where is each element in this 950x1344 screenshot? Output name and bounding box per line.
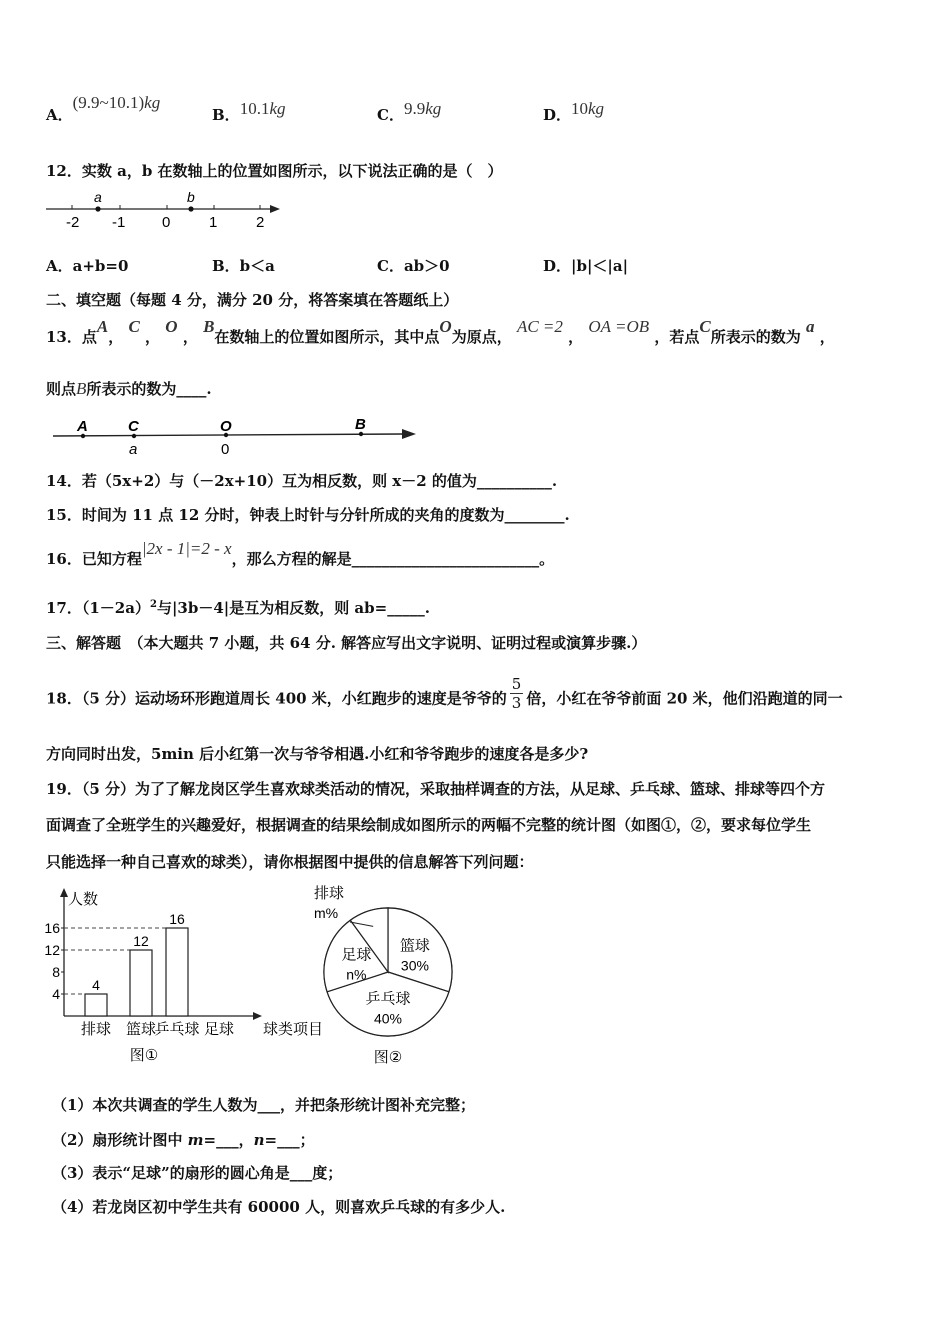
equation: |2x - 1|=2 - x: [141, 539, 232, 558]
q11-option-b: [212, 99, 286, 125]
x-tick-label: 排球: [80, 1021, 112, 1038]
option-label: A．: [46, 106, 73, 124]
coordinate-zero-label: 0: [221, 441, 230, 458]
coordinate-a-label: a: [129, 441, 138, 458]
bar-篮球: [130, 950, 152, 1016]
y-tick-label: 12: [44, 942, 60, 958]
q19-sub1: （1）本次共调查的学生人数为___，并把条形统计图补充完整；: [52, 1096, 475, 1114]
var-m: m: [187, 1131, 204, 1149]
pie-slice-label: n%: [346, 966, 367, 983]
text: ，若点: [654, 328, 700, 346]
option-value: (9.9~10.1): [72, 93, 145, 112]
x-tick-label: 篮球: [125, 1021, 157, 1038]
q19-line2: 面调查了全班学生的兴趣爱好，根据调查的结果绘制成如图所示的两幅不完整的统计图（如图①，②，要求每位学生: [46, 816, 812, 834]
section-title: 三、解答题: [46, 634, 122, 652]
y-axis-arrow: [60, 888, 68, 897]
pie-slice-name: 足球: [341, 946, 372, 964]
option-unit: kg: [144, 93, 161, 112]
q18-line1: [46, 675, 843, 718]
x-tick-label: 乒乓球: [154, 1021, 200, 1038]
option-label: D．: [543, 106, 572, 124]
text: ，: [108, 328, 124, 346]
q19-sub2: [52, 1129, 315, 1150]
text: 17．（1－2a）: [46, 599, 150, 617]
q12-option-a: A．a+b=0: [46, 257, 129, 275]
numerator: 5: [511, 675, 522, 693]
text: 在数轴上的位置如图所示，其中点: [214, 328, 440, 346]
x-tick-label: 足球: [203, 1021, 235, 1038]
var-n: n: [253, 1131, 265, 1149]
text: =___；: [264, 1131, 315, 1149]
section-2-heading: 二、填空题（每题 4 分，满分 20 分，将答案填在答题纸上）: [46, 291, 459, 309]
option-unit: kg: [269, 99, 286, 118]
text: 倍，小红在爷爷前面 20 米，他们沿跑道的同一: [526, 689, 843, 708]
bar-value-label: 12: [133, 933, 149, 949]
var-o: O: [165, 317, 178, 336]
q11-option-a: [46, 93, 161, 125]
equation-oa-ob: OA =OB: [588, 317, 650, 336]
point-b-label: B: [355, 416, 366, 433]
var-b: B: [76, 379, 87, 398]
pie-slice-label: 30%: [400, 957, 429, 974]
section-desc: （本大题共 7 小题，共 64 分. 解答应写出文字说明、证明过程或演算步骤.）: [136, 634, 647, 652]
q13-line2: [46, 378, 212, 399]
q13-number-line: [50, 414, 420, 460]
superscript: 2: [149, 599, 157, 610]
text: ，: [819, 328, 835, 346]
text: 所表示的数为____.: [86, 380, 212, 398]
pie-slice-label: m%: [314, 905, 339, 921]
point-c-label: C: [128, 418, 139, 435]
x-axis-arrow: [253, 1012, 262, 1020]
var-c: C: [128, 317, 140, 336]
pie-chart: [306, 880, 462, 1066]
bar-chart: [44, 884, 330, 1070]
q19-sub3: （3）表示“足球”的扇形的圆心角是___度；: [52, 1164, 343, 1182]
bar-排球: [85, 994, 107, 1016]
text: =___，: [203, 1131, 254, 1149]
q15: 15．时间为 11 点 12 分时，钟表上时针与分针所成的夹角的度数为________.: [46, 506, 570, 524]
var-c: C: [699, 317, 711, 336]
text: ，: [568, 328, 584, 346]
denominator: 3: [511, 694, 522, 712]
pie-slice-name: 排球: [314, 885, 345, 902]
point-a-label: a: [94, 189, 102, 205]
q17: [46, 597, 430, 618]
text: ，: [145, 328, 161, 346]
pie-slice-name: 篮球: [399, 937, 430, 955]
pie-slice-label: 40%: [373, 1010, 403, 1027]
q14: 14．若（5x+2）与（－2x+10）互为相反数，则 x－2 的值为__________.: [46, 472, 558, 490]
text: ，那么方程的解是_________________________。: [231, 550, 555, 568]
option-value: 10: [571, 99, 589, 118]
tick-label: -2: [66, 214, 80, 231]
x-axis-label: 球类项目: [262, 1021, 324, 1038]
q11-option-d: [543, 99, 605, 125]
chart-caption: 图②: [373, 1049, 403, 1066]
axis-arrow: [402, 429, 416, 439]
option-unit: kg: [588, 99, 605, 118]
q16: [46, 539, 555, 569]
text: 18．（5 分）运动场环形跑道周长 400 米，小红跑步的速度是爷爷的: [46, 689, 507, 708]
bar-value-label: 16: [169, 911, 185, 927]
option-value: 10.1: [239, 99, 270, 118]
q19-line1: 19．（5 分）为了了解龙岗区学生喜欢球类活动的情况，采取抽样调查的方法，从足球、乒乓球、篮球、排球等四个方: [46, 780, 826, 798]
option-label: C．: [377, 106, 404, 124]
q18-line2: 方向同时出发，5min 后小红第一次与爷爷相遇.小红和爷爷跑步的速度各是多少?: [46, 745, 589, 763]
point-b-dot: [188, 206, 193, 211]
text: 则点: [46, 380, 77, 398]
chart-caption: 图①: [129, 1047, 159, 1064]
point-o-label: O: [220, 418, 232, 435]
text: 13．点: [46, 328, 97, 346]
option-value: 9.9: [403, 99, 426, 118]
q19-line3: 只能选择一种自己喜欢的球类），请你根据图中提供的信息解答下列问题：: [46, 853, 534, 871]
tick-label: 2: [256, 214, 265, 231]
text: 所表示的数为: [710, 328, 801, 346]
equation-ac: AC =2: [516, 317, 563, 336]
y-tick-label: 4: [52, 986, 60, 1002]
axis-arrow: [270, 205, 280, 213]
q13-line1: [46, 317, 835, 347]
option-unit: kg: [425, 99, 442, 118]
text: ，: [182, 328, 198, 346]
option-label: B．: [212, 106, 240, 124]
point-a-label: A: [77, 418, 88, 435]
q12-stem: 12．实数 a，b 在数轴上的位置如图所示，以下说法正确的是（ ）: [46, 162, 503, 180]
text: （2）扇形统计图中: [52, 1131, 188, 1149]
q12-option-c: C．ab＞0: [377, 257, 450, 275]
var-b: B: [203, 317, 215, 336]
q19-sub4: （4）若龙岗区初中学生共有 60000 人，则喜欢乒乓球的有多少人.: [52, 1198, 506, 1216]
fraction: [510, 675, 524, 712]
var-o: O: [439, 317, 452, 336]
bar-value-label: 4: [92, 977, 100, 993]
q12-number-line: [44, 186, 284, 232]
y-tick-label: 8: [52, 964, 60, 980]
tick-label: 1: [209, 214, 218, 231]
text: 16．已知方程: [46, 550, 142, 568]
y-tick-label: 16: [44, 920, 60, 936]
tick-label: -1: [112, 214, 126, 231]
tick-label: 0: [162, 214, 171, 231]
y-axis-label: 人数: [68, 891, 99, 908]
q12-option-d: D．|b|＜|a|: [543, 257, 629, 275]
text: 与|3b－4|是互为相反数，则 ab=_____.: [156, 599, 430, 617]
bar-乒乓球: [166, 928, 188, 1016]
pie-slice-name: 乒乓球: [365, 990, 411, 1008]
point-a-dot: [95, 206, 100, 211]
q11-option-c: [377, 99, 442, 125]
q12-option-b: B．b＜a: [212, 257, 275, 275]
section-3-heading: [46, 632, 646, 653]
point-b-label: b: [187, 189, 195, 205]
var-a-lower: a: [805, 317, 815, 336]
var-a: A: [96, 317, 109, 336]
text: 为原点，: [451, 328, 512, 346]
